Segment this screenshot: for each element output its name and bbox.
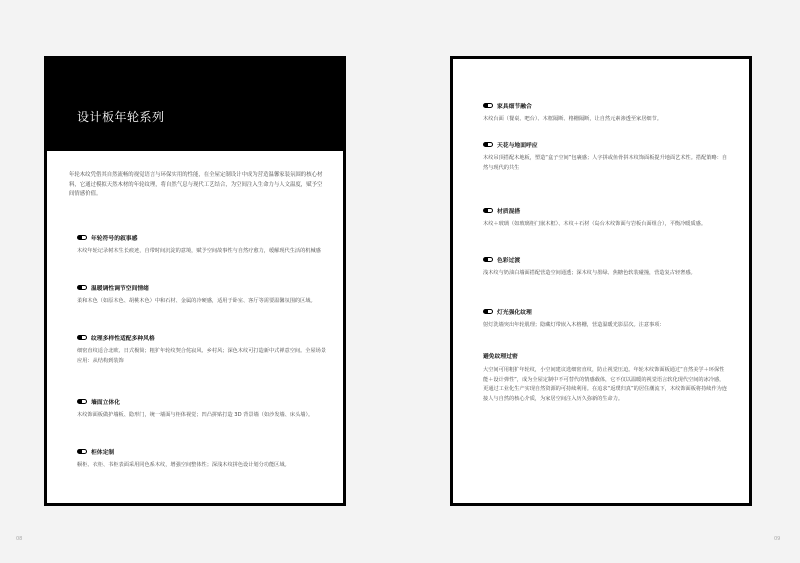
right-page [450,56,752,506]
section-heading: 纹理多样性适配多种风格 [91,336,155,342]
section-material-mix [483,206,728,230]
section-body: 木纹饰面板做护墙板、隐形门，统一墙面与柜体视觉；凹凸拼贴打造 3D 背景墙（如沙发墙、床头墙）。 [77,412,314,418]
toggle-icon [77,335,87,340]
left-page [44,56,346,506]
section-wall-3d [77,397,327,421]
section-body: 射灯洗墙突出年轮肌理；隐藏灯带嵌入木格栅，营造温暖光影层次。注意事项： [483,322,665,328]
toggle-icon [483,309,493,314]
section-color-transition [483,255,728,279]
toggle-icon [483,103,493,108]
section-heading: 色彩过渡 [497,258,521,264]
toggle-icon [483,142,493,147]
toggle-icon [77,235,87,240]
section-cabinet [77,447,327,471]
page-title: 设计板年轮系列 [77,110,165,124]
section-heading: 天花与地面呼应 [497,143,538,149]
section-texture-styles [77,333,327,366]
section-heading: 年轮符号的叙事感 [91,236,138,242]
section-body: 木纹吊顶搭配木地板，塑造“盒子空间”包裹感；人字拼或鱼骨拼木纹饰面板提升地面艺术性。搭配策略：自然与现代的共生 [483,155,728,171]
section-ceiling-floor [483,140,728,173]
section-heading: 避免纹理过密 [483,354,518,360]
section-body: 橱柜、衣柜、书柜表面采用同色系木纹，增强空间整体性；深浅木纹拼色设计划分功能区域。 [77,462,290,468]
page-number-left: 08 [16,536,23,542]
title-banner [47,59,343,151]
page-number-right: 09 [774,536,781,542]
section-heading: 家具细节融合 [497,104,532,110]
section-furniture-detail [483,101,728,125]
section-body: 木纹＋玻璃（如玻璃柜门嵌木框）、木纹＋石材（岛台木纹饰面与岩板台面组合），平衡冷暖质感。 [483,221,707,227]
section-ring-narrative [77,233,327,257]
section-body: 浅木纹与奶油白墙面搭配营造空间通透；深木纹与墨绿、焦糖色软装碰撞，营造复古轻奢感。 [483,270,696,276]
toggle-icon [483,257,493,262]
section-heading: 柜体定制 [91,450,115,456]
section-body: 柔和木色（如原木色、胡桃木色）中和石材、金属的冷硬感，适用于卧室、客厅等需要温馨氛围的区域。 [77,298,316,304]
section-body: 木纹台面（餐桌、吧台）、木框隔断、格栅隔断，让自然元素渗透至家居细节。 [483,116,662,122]
section-heading: 墙面立体化 [91,400,120,406]
section-body: 木纹年轮记录树木生长痕迹，自带时间沉淀的意境，赋予空间故事性与自然疗愈力，缓解现代生活的机械感 [77,248,321,254]
section-heading: 灯光强化纹理 [497,310,532,316]
section-body: 细密直纹适合北欧、日式极简；粗犷年轮纹契合侘寂风、乡村风；深色木纹可打造新中式禅意空间。全屋场景应用：从结构到装饰 [77,348,327,364]
toggle-icon [77,285,87,290]
section-warm-tone [77,283,327,307]
section-closing [483,351,728,404]
section-heading: 温暖调性调节空间情绪 [91,286,149,292]
section-body: 大空间可用粗犷年轮纹，小空间建议选细密直纹，防止视觉压迫。年轮木纹饰面板通过“自然美学＋环保性能＋设计弹性”，成为全屋定制中不可替代的情感载体，它不仅以温暖的视觉语言软化现代空间的冰冷感，更通过工业化生产实现自然资源的可持续利用。在追求“返璞归真”的居住潮流下，木纹饰面板将持续作为连接人与自然的核心介质，为家居空间注入历久弥新的生命力。 [483,367,728,402]
toggle-icon [77,399,87,404]
intro-paragraph: 年轮木纹凭借其自然流畅的视觉语言与环保实用的性能，在全屋定制设计中成为营造温馨家装氛围的核心材料，它通过模拟天然木材的年轮纹理，将自然气息与现代工艺结合，为空间注入生命力与人文温度，赋予空间情感价值。 [69,172,323,197]
toggle-icon [77,449,87,454]
section-heading: 材质混搭 [497,209,521,215]
section-lighting [483,307,728,331]
toggle-icon [483,208,493,213]
